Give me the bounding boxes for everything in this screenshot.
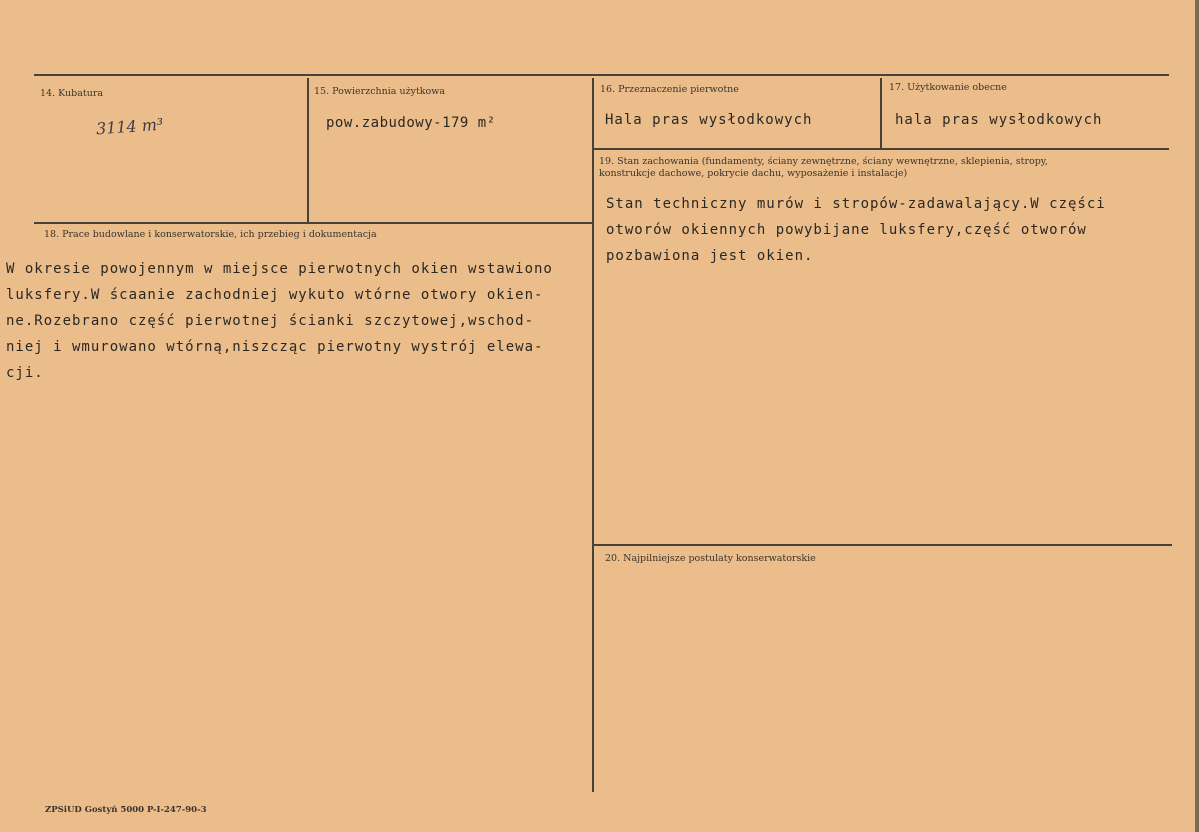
uzytkowanie-label: 17. Użytkowanie obecne [889,82,1007,93]
rule-under-16-17 [594,148,1169,150]
prace-budowlane-label: 18. Prace budowlane i konserwatorskie, ich przebieg i dokumentacja [44,229,377,240]
rule-above-20 [594,544,1172,546]
przeznaczenie-label: 16. Przeznaczenie pierwotne [600,84,739,95]
stan-zachowania-value: Stan techniczny murów i stropów-zadawalający.W części otworów okiennych powybijane luksfery,część otworów pozbawiona jest okien. [606,196,1106,264]
kubatura-label: 14. Kubatura [40,88,104,99]
divider-16-17 [880,78,882,148]
divider-14-15 [307,78,309,224]
rule-above-18 [34,222,592,224]
prace-budowlane-value: W okresie powojennym w miejsce pierwotnych okien wstawiono luksfery.W ścaanie zachodniej wykuto wtórne otwory okien- ne.Rozebrano część pierwotnej ścianki szczytowej,wschod- niej i wmurowano wtórną,niszcząc pierwotny wystrój elewa- cji. [6,261,553,381]
main-divider [592,78,594,792]
przeznaczenie-value: Hala pras wysłodkowych [605,112,813,128]
uzytkowanie-value: hala pras wysłodkowych [895,112,1103,128]
kubatura-value: 3114 m³ [95,114,164,139]
top-rule [34,74,1169,76]
stan-zachowania-label: 19. Stan zachowania (fundamenty, ściany zewnętrzne, ściany wewnętrzne, sklepienia, stropy, konstrukcje dachowe, pokrycie dachu, wyposażenie i instalacje) [599,156,1048,180]
powierzchnia-value: pow.zabudowy-179 m² [326,115,496,131]
postulaty-label: 20. Najpilniejsze postulaty konserwatorskie [605,553,816,564]
powierzchnia-label: 15. Powierzchnia użytkowa [314,86,446,97]
print-imprint: ZPSiUD Gostyń 5000 P-I-247-90-3 [45,805,207,815]
